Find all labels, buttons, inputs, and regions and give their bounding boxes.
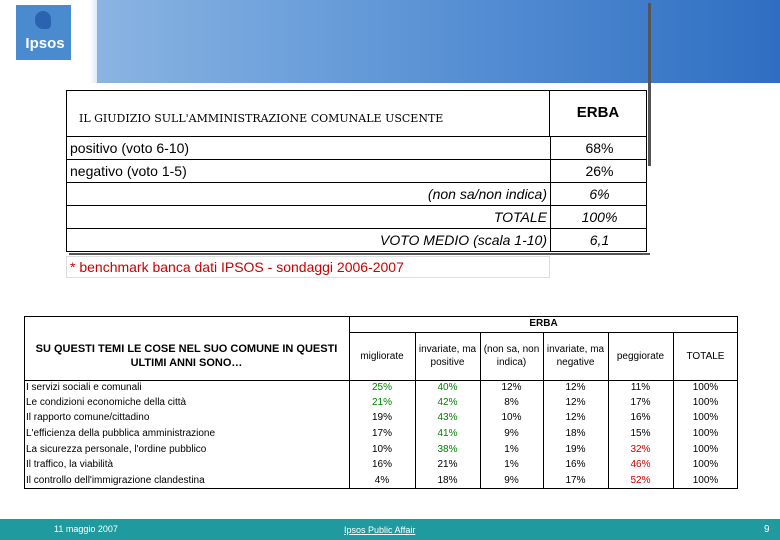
row-label: (non sa/non indica)	[67, 183, 551, 205]
cell: 18%	[565, 428, 586, 439]
cell: 40%	[437, 382, 458, 393]
cell: 100%	[692, 444, 719, 455]
table-shadow	[648, 3, 651, 166]
logo-text: Ipsos	[25, 35, 65, 52]
cell: 12%	[565, 412, 586, 423]
cell: 46%	[630, 459, 651, 470]
cell: 100%	[692, 412, 719, 423]
cell: 100%	[692, 428, 719, 439]
cell: 21%	[371, 397, 392, 408]
question-title: SU QUESTI TEMI LE COSE NEL SUO COMUNE IN QUESTI ULTIMI ANNI SONO…	[35, 343, 338, 369]
column-erba: ERBA	[576, 104, 620, 121]
cell: 19%	[565, 444, 586, 455]
column-header: TOTALE	[686, 350, 725, 362]
cell: 100%	[692, 382, 719, 393]
row-value: 100%	[581, 209, 618, 225]
row-value: 68%	[585, 140, 614, 156]
table-shadow	[69, 253, 650, 255]
row-value: 26%	[585, 163, 614, 179]
row-label: TOTALE	[67, 206, 551, 228]
cell: 8%	[504, 397, 519, 408]
cell: 4%	[374, 475, 390, 486]
judgement-table-column-header	[550, 90, 647, 137]
cell: 100%	[692, 475, 719, 486]
column-header: (non sa, non indica)	[483, 344, 540, 368]
cell: 12%	[565, 382, 586, 393]
row-label: I servizi sociali e comunali	[26, 382, 142, 393]
table-row	[66, 206, 647, 229]
cell: 42%	[437, 397, 458, 408]
logo-area	[0, 0, 90, 83]
row-label: negativo (voto 1-5)	[67, 160, 551, 182]
footer-bar	[0, 519, 780, 540]
table-row	[66, 137, 647, 160]
cell: 17%	[630, 397, 651, 408]
cell: 41%	[437, 428, 458, 439]
cell: 38%	[437, 444, 458, 455]
cell: 16%	[371, 459, 392, 470]
cell: 17%	[371, 428, 392, 439]
row-label: positivo (voto 6-10)	[67, 137, 551, 159]
table-row	[66, 160, 647, 183]
row-value: 6,1	[589, 232, 610, 248]
header-banner	[97, 0, 780, 83]
cell: 12%	[565, 397, 586, 408]
row-label: Il traffico, la viabilità	[26, 459, 114, 470]
column-header: peggiorate	[616, 350, 665, 362]
row-label: Le condizioni economiche della città	[26, 397, 187, 408]
column-header: invariate, ma negative	[546, 344, 605, 368]
cell: 17%	[565, 475, 586, 486]
row-label: L'efficienza della pubblica amministrazione	[26, 428, 216, 439]
judgement-table-title: IL GIUDIZIO SULL'AMMINISTRAZIONE COMUNALE USCENTE	[79, 112, 444, 125]
row-label: VOTO MEDIO (scala 1-10)	[67, 229, 551, 251]
judgement-table	[66, 90, 650, 278]
column-header: migliorate	[360, 350, 404, 362]
cell: 52%	[630, 475, 651, 486]
row-label: Il rapporto comune/cittadino	[26, 412, 150, 423]
row-label: La sicurezza personale, l'ordine pubblico	[26, 444, 207, 455]
table-row	[66, 183, 647, 206]
row-value: 6%	[589, 186, 610, 202]
cell: 12%	[501, 382, 522, 393]
benchmark-note: * benchmark banca dati IPSOS - sondaggi 2006-2007	[66, 256, 550, 278]
cell: 43%	[437, 412, 458, 423]
ipsos-logo	[16, 5, 71, 60]
footer-link[interactable]: Ipsos Public Affair	[344, 525, 416, 535]
cell: 11%	[630, 382, 651, 393]
cell: 32%	[630, 444, 651, 455]
cell: 9%	[504, 475, 519, 486]
cell: 16%	[630, 412, 651, 423]
judgement-table-title-cell	[66, 90, 550, 137]
cell: 100%	[692, 459, 719, 470]
cell: 1%	[504, 459, 519, 470]
column-header: invariate, ma positive	[418, 344, 477, 368]
cell: 10%	[501, 412, 522, 423]
table-row	[66, 229, 647, 252]
page-number: 9	[764, 524, 770, 535]
footer-date: 11 maggio 2007	[54, 524, 118, 534]
cell: 9%	[504, 428, 519, 439]
cell: 21%	[437, 459, 458, 470]
cell: 1%	[504, 444, 519, 455]
issues-table	[24, 316, 738, 489]
cell: 15%	[630, 428, 651, 439]
cell: 16%	[565, 459, 586, 470]
cell: 10%	[371, 444, 392, 455]
cell: 25%	[371, 382, 392, 393]
cell: 100%	[692, 397, 719, 408]
cell: 19%	[371, 412, 392, 423]
group-header-erba: ERBA	[529, 318, 558, 329]
head-silhouette-icon	[35, 11, 51, 29]
row-label: Il controllo dell'immigrazione clandestina	[26, 475, 205, 486]
cell: 18%	[437, 475, 458, 486]
